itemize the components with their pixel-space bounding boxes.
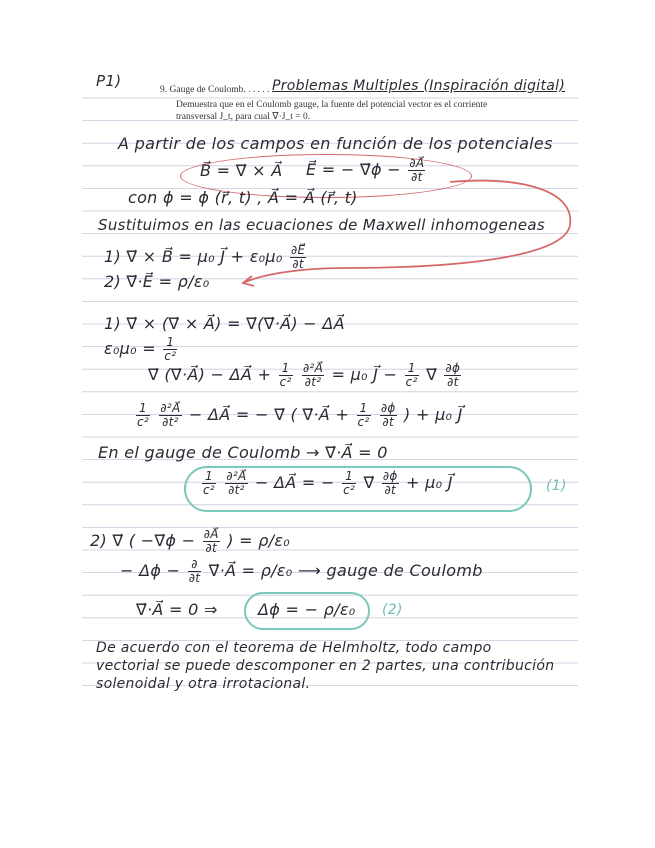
maxwell-eq-2: 2) ∇⃗·E⃗ = ρ/ε₀	[104, 272, 210, 291]
step3-frac4	[380, 402, 397, 429]
step2-f2-num: ∂²A⃗	[302, 361, 324, 375]
step2-f1-num: 1	[279, 362, 293, 376]
problem-statement-line2: transversal J_t, para cual ∇·J_t = 0.	[176, 112, 311, 122]
eps-mu-num: 1	[163, 336, 177, 350]
step2-frac4	[444, 362, 461, 389]
intro-line: A partir de los campos en función de los potenciales	[118, 134, 553, 153]
step2-frac1	[279, 362, 293, 389]
conclusion-line-1: De acuerdo con el teorema de Helmholtz, todo campo	[96, 640, 492, 656]
step3-f4-den: ∂t	[382, 415, 395, 429]
step2-f3-num: 1	[405, 362, 419, 376]
part2b-equation	[120, 558, 483, 585]
part2-equation	[90, 528, 290, 555]
step2-b: = μ₀ J⃗ −	[331, 365, 398, 384]
con-line: con ϕ = ϕ (r⃗, t) , A⃗ = A⃗ (r⃗, t)	[128, 188, 358, 207]
conclusion-line-3: solenoidal y otra irrotacional.	[96, 676, 311, 692]
part2b-num: ∂	[188, 558, 202, 572]
coulomb-gauge-condition: ∇⃗·A⃗ = 0 ⇒	[136, 600, 218, 619]
step3-f2-num: ∂²A⃗	[160, 401, 181, 415]
step3-f3-num: 1	[357, 402, 371, 416]
b1-f2-num: ∂²A⃗	[226, 469, 247, 483]
step2-frac3	[405, 362, 419, 389]
step3-a: − ΔA⃗ = − ∇⃗ ( ∇⃗·A⃗ +	[188, 405, 350, 424]
page-number: P1)	[96, 72, 122, 90]
step2-equation	[148, 362, 463, 389]
equation-label-2: (2)	[382, 602, 403, 618]
eps-mu-left: ε₀μ₀ =	[104, 339, 156, 358]
eq-B: B⃗ = ∇⃗ × A⃗	[200, 161, 283, 180]
eq-E-left: E⃗ = − ∇⃗ϕ −	[306, 160, 401, 179]
step2-f4-num: ∂ϕ	[445, 361, 461, 375]
step2-f1-den: c²	[279, 375, 292, 389]
b1-b: ∇⃗	[363, 473, 375, 492]
step3-f4-num: ∂ϕ	[380, 401, 396, 415]
step3-f3-den: c²	[357, 415, 370, 429]
step2-frac2	[302, 362, 324, 389]
step3-frac1	[136, 402, 150, 429]
part2-num: ∂A⃗	[203, 527, 219, 541]
eps-mu-den: c²	[164, 349, 177, 363]
b1-f4-num: ∂ϕ	[382, 469, 398, 483]
conclusion-line-2: vectorial se puede descomponer en 2 partes, una contribución	[96, 658, 555, 674]
step2-c: ∇⃗	[426, 365, 438, 384]
b1-frac2	[225, 470, 247, 497]
b1-c: + μ₀ J⃗	[406, 473, 453, 492]
b1-frac4	[382, 470, 399, 497]
part2b-frac	[188, 558, 202, 585]
step2-f2-den: ∂t²	[304, 375, 322, 389]
step3-frac3	[357, 402, 371, 429]
boxed-equation-2: Δϕ = − ρ/ε₀	[258, 600, 356, 619]
maxwell-1-num: ∂E⃗	[290, 243, 306, 257]
part2b-den: ∂t	[188, 571, 201, 585]
part2-den: ∂t	[205, 541, 218, 555]
part2b-a: − Δϕ −	[120, 561, 181, 580]
part2-frac	[203, 528, 220, 555]
part2-a: 2) ∇⃗ ( −∇⃗ϕ −	[90, 531, 196, 550]
part2b-b: ∇⃗·A⃗ = ρ/ε₀ ⟶ gauge de Coulomb	[208, 561, 483, 580]
b1-f1-num: 1	[202, 470, 216, 484]
handwritten-title: Problemas Multiples (Inspiración digital)	[272, 78, 566, 94]
b1-frac1	[202, 470, 216, 497]
equation-label-1: (1)	[546, 478, 567, 494]
gauge-line: En el gauge de Coulomb → ∇⃗·A⃗ = 0	[98, 443, 388, 462]
part2-b: ) = ρ/ε₀	[227, 531, 291, 550]
step3-frac2	[159, 402, 181, 429]
maxwell-1-left: 1) ∇⃗ × B⃗ = μ₀ J⃗ + ε₀μ₀	[104, 247, 283, 266]
step3-f2-den: ∂t²	[162, 415, 179, 429]
step2-a: ∇⃗ (∇⃗·A⃗) − ΔA⃗ +	[148, 365, 272, 384]
step2-f4-den: ∂t	[447, 375, 459, 389]
step3-f1-den: c²	[137, 415, 150, 429]
problem-title: Gauge de Coulomb. . . . . . . .	[169, 85, 280, 95]
eq-E-den: ∂t	[411, 170, 423, 184]
maxwell-1-den: ∂t	[292, 257, 304, 271]
b1-frac3	[342, 470, 356, 497]
eps-mu-relation	[104, 336, 179, 363]
eps-mu-frac	[163, 336, 177, 363]
b1-a: − ΔA⃗ = −	[254, 473, 335, 492]
b1-f4-den: ∂t	[384, 483, 397, 497]
problem-statement-line1: Demuestra que en el Coulomb gauge, la fuente del potencial vector es el corriente	[176, 100, 488, 110]
step3-equation	[134, 402, 463, 429]
curl-curl-identity: 1) ∇⃗ × (∇⃗ × A⃗) = ∇⃗(∇⃗·A⃗) − ΔA⃗	[104, 314, 345, 333]
step3-f1-num: 1	[136, 402, 150, 416]
step2-f3-den: c²	[405, 375, 418, 389]
b1-f2-den: ∂t²	[228, 483, 245, 497]
step3-b: ) + μ₀ J⃗	[404, 405, 463, 424]
b1-f3-num: 1	[342, 470, 356, 484]
b1-f1-den: c²	[203, 483, 216, 497]
b1-f3-den: c²	[343, 483, 356, 497]
boxed-equation-1	[200, 470, 453, 497]
eq-E-num: ∂A⃗	[409, 156, 425, 170]
sustituimos-line: Sustituimos en las ecuaciones de Maxwell inhomogeneas	[98, 216, 546, 234]
problem-number: 9.	[160, 85, 168, 95]
